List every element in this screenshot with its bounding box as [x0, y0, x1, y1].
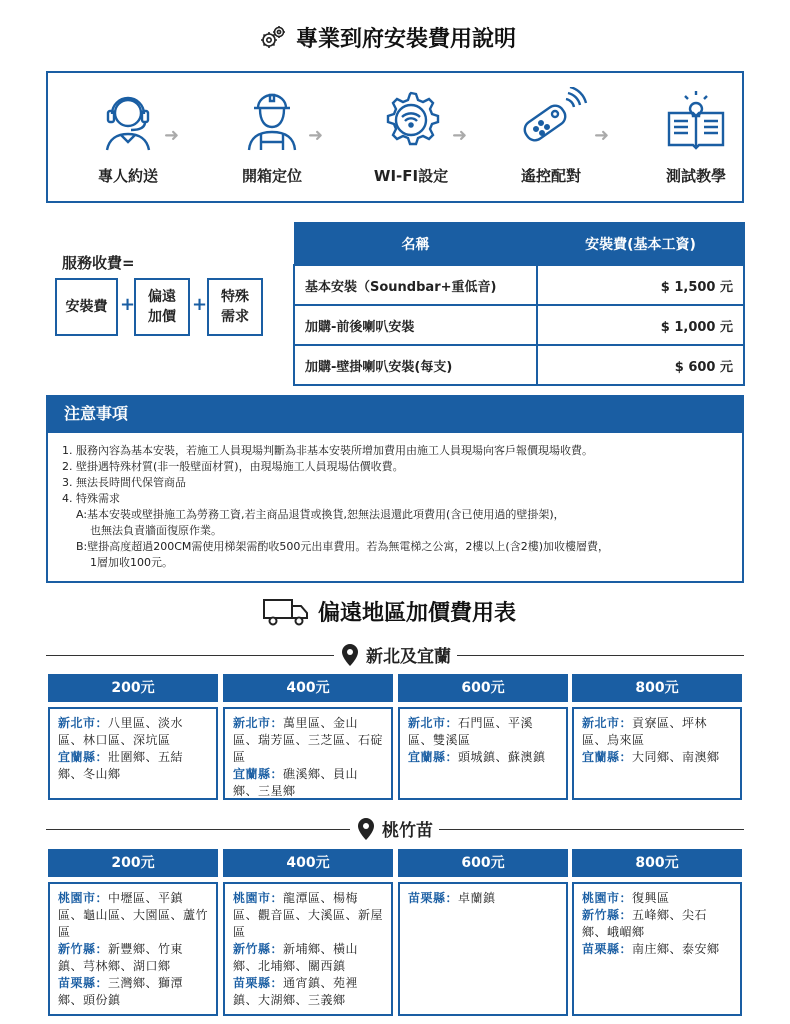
remote-title: 偏遠地區加價費用表 [318, 601, 517, 626]
area-group [582, 715, 732, 749]
item-price: $ 600 元 [537, 345, 744, 385]
price-column-header: 600元 [398, 849, 568, 877]
price-table [293, 222, 745, 386]
region-heading [334, 642, 457, 667]
arrow-right-icon: ➜ [164, 125, 180, 146]
area-list [398, 707, 568, 800]
district-list: 萬里區、金山區、瑞芳區、三芝區、石碇區 [233, 716, 384, 764]
district-list: 龍潭區、楊梅區、觀音區、大溪區、新屋區 [233, 891, 384, 939]
step-remote [491, 73, 611, 186]
price-column-header: 400元 [223, 674, 393, 702]
district-list: 五峰鄉、尖石鄉、峨嵋鄉 [582, 908, 708, 939]
location-pin-icon [356, 817, 376, 841]
plus-icon: + [192, 294, 208, 315]
county-label: 新竹縣： [58, 942, 109, 956]
notice-line: 1. 服務內容為基本安裝，若施工人員現場判斷為非基本安裝所增加費用由施工人員現場向客戶報價現場收費。 [62, 444, 593, 457]
area-group [58, 975, 208, 1009]
arrow-right-icon: ➜ [308, 125, 324, 146]
district-list: 新豐鄉、竹東鎮、芎林鄉、湖口鄉 [58, 942, 184, 973]
county-label: 宜蘭縣： [58, 750, 109, 764]
area-group [233, 766, 383, 800]
area-group [582, 907, 732, 941]
price-column-header: 800元 [572, 849, 742, 877]
district-list: 復興區 [632, 891, 670, 905]
district-list: 新埔鄉、橫山鄉、北埔鄉、關西鎮 [233, 942, 359, 973]
county-label: 苗栗縣： [233, 976, 284, 990]
area-group [233, 715, 383, 766]
item-price: $ 1,500 元 [537, 265, 744, 305]
county-label: 宜蘭縣： [582, 750, 633, 764]
price-column-header: 800元 [572, 674, 742, 702]
column-header: 名稱 [294, 223, 537, 266]
column-header: 安裝費(基本工資) [537, 223, 744, 266]
wifi-gear-icon [378, 87, 444, 153]
table-row [294, 345, 744, 385]
notice-line: B:壁掛高度超過200CM需使用梯架需酌收500元出車費用。若為無電梯之公寓，2樓以上(含2樓)加收樓層費， [76, 540, 609, 553]
district-list: 礁溪鄉、員山鄉、三星鄉 [233, 767, 359, 798]
district-list: 中壢區、平鎮區、龜山區、大園區、蘆竹區 [58, 891, 209, 939]
region-name: 桃竹苗 [382, 821, 433, 841]
county-label: 苗栗縣： [58, 976, 109, 990]
step-tutorial [636, 73, 756, 186]
area-list [223, 707, 393, 800]
table-row [294, 265, 744, 305]
area-list [48, 882, 218, 1016]
plus-icon: + [120, 294, 136, 315]
fee-part-remote [134, 278, 190, 336]
notice-line: 3. 無法長時間代保管商品 [62, 476, 186, 489]
notice-line: A:基本安裝或壁掛施工為勞務工資,若主商品退貨或換貨,恕無法退還此項費用(含已使用過的壁掛架)， [76, 508, 565, 521]
table-header-row [294, 223, 744, 266]
area-list [398, 882, 568, 1016]
county-label: 苗栗縣： [408, 891, 459, 905]
county-label: 新北市： [408, 716, 459, 730]
area-list [572, 707, 742, 800]
price-column-header: 600元 [398, 674, 568, 702]
county-label: 宜蘭縣： [233, 767, 284, 781]
step-label: 專人約送 [97, 167, 158, 185]
area-group [582, 890, 732, 907]
county-label: 新北市： [582, 716, 633, 730]
page-title: 專業到府安裝費用說明 [296, 27, 517, 52]
district-list: 貢寮區、坪林區、烏來區 [582, 716, 708, 747]
area-group [408, 749, 558, 766]
area-group [58, 890, 208, 941]
district-list: 石門區、平溪區、雙溪區 [408, 716, 534, 747]
fee-part-label: 安裝費 [65, 299, 108, 315]
county-label: 新北市： [233, 716, 284, 730]
notice-line: 也無法負責牆面復原作業。 [90, 524, 222, 537]
step-label: WI-FI設定 [373, 167, 449, 185]
area-list [223, 882, 393, 1016]
area-group [58, 941, 208, 975]
price-column-header: 200元 [48, 849, 218, 877]
district-list: 三灣鄉、獅潭鄉、頭份鎮 [58, 976, 184, 1007]
book-lightbulb-icon [663, 87, 729, 153]
county-label: 桃園市： [582, 891, 633, 905]
price-column-header: 200元 [48, 674, 218, 702]
area-group [582, 941, 732, 958]
district-list: 八里區、淡水區、林口區、深坑區 [58, 716, 184, 747]
area-group [58, 715, 208, 749]
area-group [408, 715, 558, 749]
county-label: 新竹縣： [582, 908, 633, 922]
area-list [572, 882, 742, 1016]
item-name: 加購-前後喇叭安裝 [294, 305, 537, 345]
item-name: 加購-壁掛喇叭安裝(每支) [294, 345, 537, 385]
fee-part-label: 特殊 需求 [221, 289, 249, 325]
fee-part-special [207, 278, 263, 336]
county-label: 桃園市： [233, 891, 284, 905]
notice-title: 注意事項 [46, 395, 744, 433]
location-pin-icon [340, 643, 360, 667]
install-steps [46, 71, 744, 203]
district-list: 頭城鎮、蘇澳鎮 [458, 750, 546, 764]
area-group [233, 975, 383, 1009]
county-label: 新竹縣： [233, 942, 284, 956]
county-label: 新北市： [58, 716, 109, 730]
notice-line: 1層加收100元。 [90, 556, 173, 569]
fee-part-install [55, 278, 118, 336]
item-price: $ 1,000 元 [537, 305, 744, 345]
fee-formula-label: 服務收費= [62, 254, 135, 272]
district-list: 壯圍鄉、五結鄉、冬山鄉 [58, 750, 184, 781]
truck-icon [262, 597, 310, 627]
district-list: 卓蘭鎮 [458, 891, 496, 905]
area-group [582, 749, 732, 766]
district-list: 南庄鄉、泰安鄉 [632, 942, 720, 956]
fee-part-label: 偏遠 加價 [148, 289, 176, 325]
price-column-header: 400元 [223, 849, 393, 877]
remote-title-row [262, 596, 516, 627]
notice-line: 4. 特殊需求 [62, 492, 120, 505]
district-list: 通宵鎮、苑裡鎮、大湖鄉、三義鄉 [233, 976, 359, 1007]
area-group [408, 890, 558, 907]
county-label: 宜蘭縣： [408, 750, 459, 764]
region-name: 新北及宜蘭 [366, 647, 451, 667]
item-name: 基本安裝（Soundbar+重低音) [294, 265, 537, 305]
page-title-row [258, 22, 516, 53]
county-label: 苗栗縣： [582, 942, 633, 956]
county-label: 桃園市： [58, 891, 109, 905]
notice-body [46, 433, 744, 583]
arrow-right-icon: ➜ [594, 125, 610, 146]
area-group [233, 941, 383, 975]
district-list: 大同鄉、南澳鄉 [632, 750, 720, 764]
worker-helmet-icon [239, 87, 305, 153]
area-list [48, 707, 218, 800]
step-label: 遙控配對 [520, 167, 581, 185]
step-label: 測試教學 [665, 167, 726, 185]
step-label: 開箱定位 [241, 167, 302, 185]
gears-icon [258, 23, 288, 53]
area-group [233, 890, 383, 941]
notice-line: 2. 壁掛遇特殊材質(非一般壁面材質)，由現場施工人員現場估價收費。 [62, 460, 404, 473]
region-heading [350, 816, 439, 841]
area-group [58, 749, 208, 783]
table-row [294, 305, 744, 345]
arrow-right-icon: ➜ [452, 125, 468, 146]
remote-control-icon [511, 87, 591, 153]
headset-agent-icon [95, 87, 161, 153]
